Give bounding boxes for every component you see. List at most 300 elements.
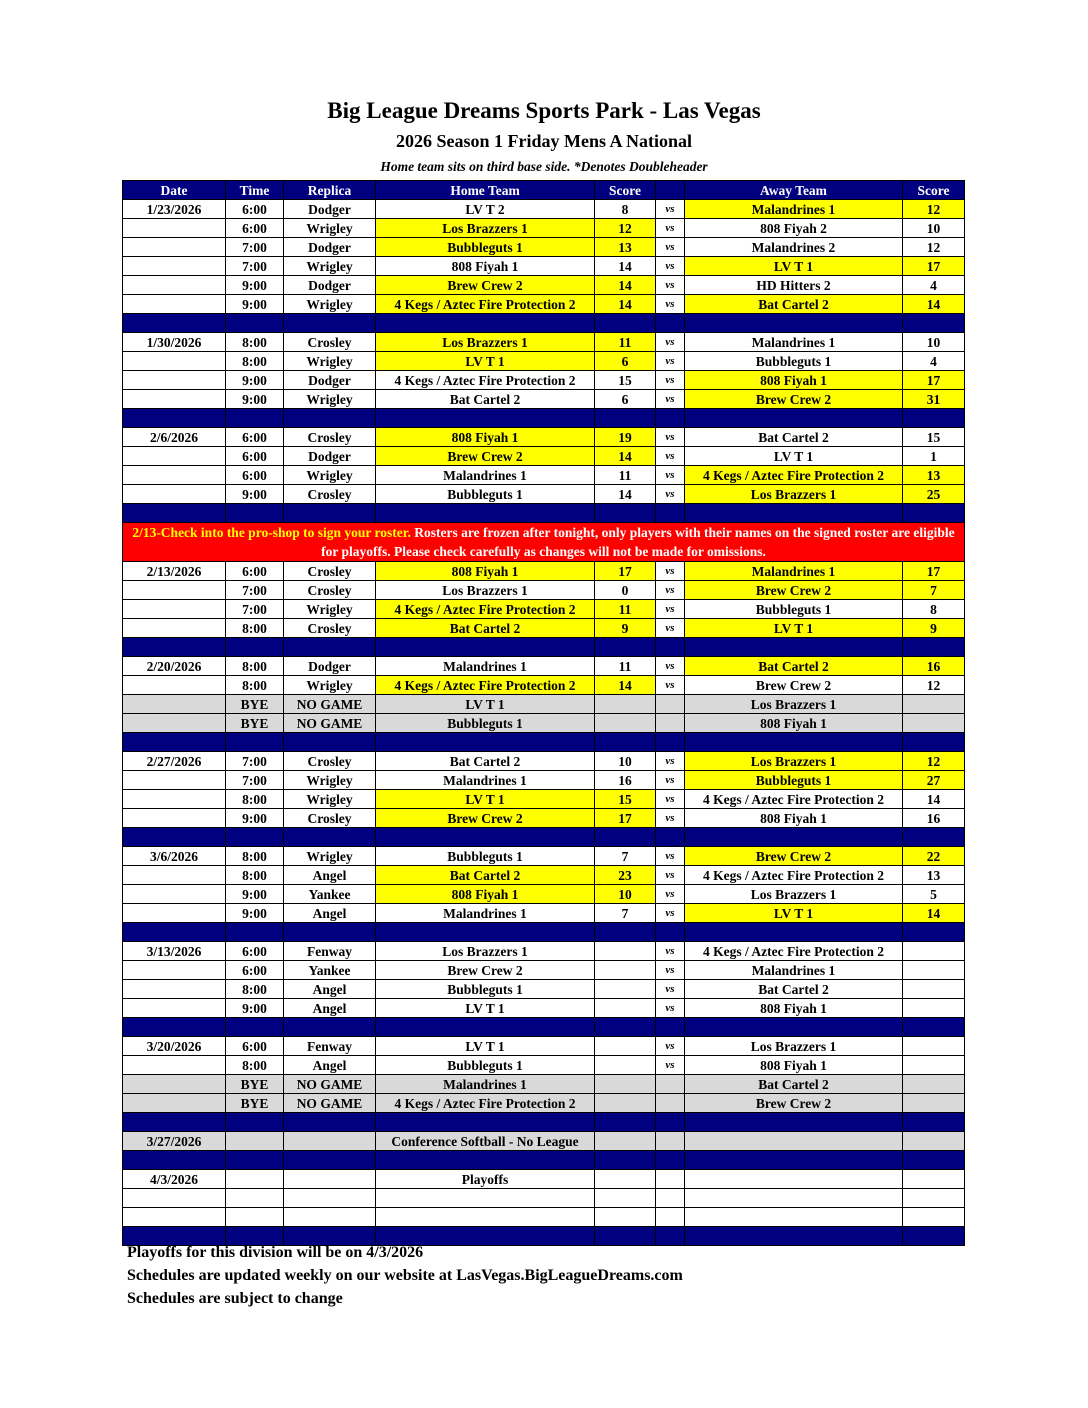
separator-cell	[656, 638, 685, 657]
date-cell	[123, 466, 226, 485]
vs-cell: vs	[656, 999, 685, 1018]
separator-cell	[903, 409, 965, 428]
schedule-note: Home team sits on third base side. *Denotes Doubleheader	[380, 159, 708, 174]
time-cell: 6:00	[226, 961, 284, 980]
separator-cell	[376, 1227, 595, 1246]
away-score-cell: 10	[903, 333, 965, 352]
home-team-cell: 4 Kegs / Aztec Fire Protection 2	[376, 295, 595, 314]
home-score-cell	[595, 980, 656, 999]
game-row	[123, 390, 965, 409]
home-team-cell: Brew Crew 2	[376, 809, 595, 828]
separator-cell	[656, 1151, 685, 1170]
separator-cell	[376, 923, 595, 942]
home-team-cell: Brew Crew 2	[376, 447, 595, 466]
replica-cell: Fenway	[284, 1037, 376, 1056]
date-cell	[123, 485, 226, 504]
date-cell: 1/23/2026	[123, 200, 226, 219]
home-team-cell: Malandrines 1	[376, 1075, 595, 1094]
home-team-cell: Bubbleguts 1	[376, 980, 595, 999]
bye-row	[123, 1075, 965, 1094]
replica-cell: NO GAME	[284, 695, 376, 714]
home-score-cell: 14	[595, 447, 656, 466]
home-score-cell	[595, 695, 656, 714]
away-score-cell: 9	[903, 619, 965, 638]
game-row	[123, 980, 965, 999]
separator-cell	[226, 923, 284, 942]
home-score-cell: 14	[595, 276, 656, 295]
separator-cell	[685, 504, 903, 523]
home-score-cell: 7	[595, 904, 656, 923]
home-score-cell	[595, 1208, 656, 1227]
away-team-cell: Malandrines 1	[685, 333, 903, 352]
away-score-cell: 17	[903, 562, 965, 581]
date-cell: 3/6/2026	[123, 847, 226, 866]
home-team-cell: 4 Kegs / Aztec Fire Protection 2	[376, 600, 595, 619]
game-row	[123, 1037, 965, 1056]
game-row	[123, 904, 965, 923]
date-cell	[123, 961, 226, 980]
home-team-cell: 808 Fiyah 1	[376, 885, 595, 904]
replica-cell: Crosley	[284, 752, 376, 771]
vs-cell: vs	[656, 371, 685, 390]
week-separator-row	[123, 409, 965, 428]
away-team-cell	[685, 1132, 903, 1151]
home-score-cell: 14	[595, 485, 656, 504]
date-cell	[123, 885, 226, 904]
home-score-cell: 11	[595, 333, 656, 352]
replica-cell: Crosley	[284, 485, 376, 504]
away-score-cell	[903, 1170, 965, 1189]
date-cell	[123, 714, 226, 733]
home-score-cell: 17	[595, 809, 656, 828]
week-separator-row	[123, 638, 965, 657]
date-cell	[123, 809, 226, 828]
away-team-cell: Bat Cartel 2	[685, 428, 903, 447]
date-cell	[123, 866, 226, 885]
separator-cell	[595, 314, 656, 333]
away-team-cell: Los Brazzers 1	[685, 752, 903, 771]
separator-cell	[226, 314, 284, 333]
separator-cell	[656, 1227, 685, 1246]
game-row	[123, 447, 965, 466]
home-score-cell: 6	[595, 352, 656, 371]
vs-cell: vs	[656, 600, 685, 619]
replica-cell: Dodger	[284, 371, 376, 390]
home-score-cell: 16	[595, 771, 656, 790]
time-cell: 9:00	[226, 485, 284, 504]
date-cell	[123, 676, 226, 695]
separator-cell	[376, 504, 595, 523]
date-cell	[123, 352, 226, 371]
time-cell: 6:00	[226, 200, 284, 219]
home-score-cell: 7	[595, 847, 656, 866]
replica-cell: Wrigley	[284, 390, 376, 409]
time-cell: 8:00	[226, 333, 284, 352]
game-row	[123, 428, 965, 447]
date-cell	[123, 219, 226, 238]
home-score-cell: 10	[595, 752, 656, 771]
away-team-cell: Los Brazzers 1	[685, 485, 903, 504]
game-row	[123, 790, 965, 809]
away-score-cell	[903, 695, 965, 714]
replica-cell: Wrigley	[284, 219, 376, 238]
away-team-cell: Bat Cartel 2	[685, 980, 903, 999]
date-cell	[123, 295, 226, 314]
time-cell: 9:00	[226, 904, 284, 923]
date-cell	[123, 390, 226, 409]
game-row	[123, 466, 965, 485]
vs-cell: vs	[656, 333, 685, 352]
replica-cell: Wrigley	[284, 676, 376, 695]
away-team-cell: Bat Cartel 2	[685, 657, 903, 676]
time-cell: 8:00	[226, 1056, 284, 1075]
footer-playoffs-note: Playoffs for this division will be on 4/3/2026	[127, 1244, 424, 1261]
separator-cell	[376, 1113, 595, 1132]
date-cell	[123, 790, 226, 809]
separator-cell	[284, 828, 376, 847]
date-cell	[123, 771, 226, 790]
away-team-cell: 4 Kegs / Aztec Fire Protection 2	[685, 866, 903, 885]
date-cell	[123, 581, 226, 600]
vs-cell: vs	[656, 961, 685, 980]
date-cell: 3/13/2026	[123, 942, 226, 961]
separator-cell	[595, 638, 656, 657]
replica-cell: NO GAME	[284, 1094, 376, 1113]
away-team-cell: 4 Kegs / Aztec Fire Protection 2	[685, 942, 903, 961]
roster-notice	[123, 523, 965, 562]
page-subtitle: 2026 Season 1 Friday Mens A National	[395, 131, 693, 151]
replica-cell: Angel	[284, 980, 376, 999]
separator-cell	[226, 504, 284, 523]
separator-cell	[284, 923, 376, 942]
separator-cell	[903, 1151, 965, 1170]
time-cell: 8:00	[226, 352, 284, 371]
time-cell	[226, 1189, 284, 1208]
home-score-cell: 11	[595, 466, 656, 485]
home-score-cell: 14	[595, 295, 656, 314]
time-cell	[226, 1132, 284, 1151]
away-team-cell: 808 Fiyah 1	[685, 371, 903, 390]
separator-cell	[123, 1151, 226, 1170]
home-score-cell	[595, 1094, 656, 1113]
schedule-table	[122, 180, 965, 1246]
separator-cell	[595, 409, 656, 428]
vs-cell: vs	[656, 581, 685, 600]
vs-cell: vs	[656, 352, 685, 371]
replica-cell: Wrigley	[284, 847, 376, 866]
away-team-cell: Brew Crew 2	[685, 676, 903, 695]
replica-cell: Yankee	[284, 885, 376, 904]
home-score-cell: 15	[595, 790, 656, 809]
time-cell: 9:00	[226, 276, 284, 295]
separator-cell	[376, 409, 595, 428]
home-team-cell: Bat Cartel 2	[376, 752, 595, 771]
separator-cell	[595, 733, 656, 752]
vs-cell: vs	[656, 219, 685, 238]
separator-cell	[284, 1113, 376, 1132]
home-team-cell: Brew Crew 2	[376, 276, 595, 295]
col-away-team-header: Away Team	[685, 181, 903, 200]
separator-cell	[284, 1227, 376, 1246]
home-score-cell	[595, 942, 656, 961]
home-team-cell	[376, 1189, 595, 1208]
home-team-cell: 4 Kegs / Aztec Fire Protection 2	[376, 1094, 595, 1113]
date-cell	[123, 257, 226, 276]
separator-cell	[226, 1018, 284, 1037]
home-team-cell: Bubbleguts 1	[376, 238, 595, 257]
home-score-cell	[595, 1075, 656, 1094]
separator-cell	[123, 1018, 226, 1037]
date-cell	[123, 276, 226, 295]
bye-row	[123, 695, 965, 714]
replica-cell: Crosley	[284, 428, 376, 447]
page-title: Big League Dreams Sports Park - Las Vegas	[327, 98, 761, 123]
time-cell: 8:00	[226, 657, 284, 676]
separator-cell	[226, 828, 284, 847]
separator-cell	[284, 314, 376, 333]
col-date-header: Date	[123, 181, 226, 200]
home-team-cell: Malandrines 1	[376, 657, 595, 676]
away-score-cell	[903, 1056, 965, 1075]
away-team-cell: LV T 1	[685, 447, 903, 466]
replica-cell: Crosley	[284, 619, 376, 638]
bye-row	[123, 1094, 965, 1113]
vs-cell: vs	[656, 885, 685, 904]
separator-cell	[376, 828, 595, 847]
home-team-cell: 808 Fiyah 1	[376, 428, 595, 447]
home-team-cell: LV T 1	[376, 695, 595, 714]
home-team-cell: Bubbleguts 1	[376, 485, 595, 504]
separator-cell	[685, 1151, 903, 1170]
col-home-team-header: Home Team	[376, 181, 595, 200]
away-score-cell: 12	[903, 238, 965, 257]
replica-cell: Angel	[284, 866, 376, 885]
separator-cell	[123, 504, 226, 523]
home-score-cell: 11	[595, 657, 656, 676]
separator-cell	[595, 1227, 656, 1246]
home-team-cell: Bat Cartel 2	[376, 619, 595, 638]
separator-cell	[903, 504, 965, 523]
week-separator-row	[123, 733, 965, 752]
home-score-cell	[595, 999, 656, 1018]
home-team-cell: Los Brazzers 1	[376, 942, 595, 961]
replica-cell: Wrigley	[284, 466, 376, 485]
away-score-cell: 13	[903, 866, 965, 885]
time-cell: 8:00	[226, 866, 284, 885]
separator-cell	[903, 1227, 965, 1246]
vs-cell: vs	[656, 1056, 685, 1075]
vs-cell	[656, 1208, 685, 1227]
separator-cell	[903, 314, 965, 333]
time-cell: 7:00	[226, 771, 284, 790]
separator-cell	[656, 1113, 685, 1132]
separator-cell	[903, 828, 965, 847]
game-row	[123, 276, 965, 295]
separator-cell	[656, 409, 685, 428]
week-separator-row	[123, 1151, 965, 1170]
away-score-cell: 12	[903, 676, 965, 695]
separator-cell	[685, 733, 903, 752]
schedule-body	[123, 200, 965, 1246]
separator-cell	[284, 504, 376, 523]
away-team-cell: Bubbleguts 1	[685, 352, 903, 371]
home-team-cell: LV T 2	[376, 200, 595, 219]
separator-cell	[123, 828, 226, 847]
away-team-cell: Bat Cartel 2	[685, 295, 903, 314]
vs-cell: vs	[656, 466, 685, 485]
time-cell: BYE	[226, 695, 284, 714]
game-row	[123, 485, 965, 504]
replica-cell: Wrigley	[284, 771, 376, 790]
away-team-cell: LV T 1	[685, 257, 903, 276]
home-score-cell	[595, 1132, 656, 1151]
home-score-cell	[595, 961, 656, 980]
away-team-cell	[685, 1189, 903, 1208]
home-score-cell: 0	[595, 581, 656, 600]
home-score-cell: 14	[595, 676, 656, 695]
vs-cell	[656, 1170, 685, 1189]
home-team-cell: LV T 1	[376, 999, 595, 1018]
game-row	[123, 600, 965, 619]
separator-cell	[656, 828, 685, 847]
time-cell: 7:00	[226, 257, 284, 276]
away-score-cell: 17	[903, 371, 965, 390]
home-team-cell: Brew Crew 2	[376, 961, 595, 980]
away-score-cell	[903, 1075, 965, 1094]
replica-cell: Wrigley	[284, 790, 376, 809]
time-cell: BYE	[226, 714, 284, 733]
separator-cell	[656, 314, 685, 333]
home-team-cell: Bubbleguts 1	[376, 1056, 595, 1075]
date-cell	[123, 1189, 226, 1208]
separator-cell	[376, 1151, 595, 1170]
week-separator-row	[123, 1227, 965, 1246]
game-row	[123, 752, 965, 771]
home-team-cell: Bubbleguts 1	[376, 847, 595, 866]
vs-cell: vs	[656, 866, 685, 885]
time-cell: 8:00	[226, 980, 284, 999]
week-separator-row	[123, 1018, 965, 1037]
away-team-cell: Brew Crew 2	[685, 390, 903, 409]
home-team-cell: Bat Cartel 2	[376, 390, 595, 409]
game-row	[123, 885, 965, 904]
home-score-cell: 9	[595, 619, 656, 638]
separator-cell	[376, 733, 595, 752]
vs-cell: vs	[656, 942, 685, 961]
separator-cell	[595, 504, 656, 523]
separator-cell	[284, 1018, 376, 1037]
vs-cell: vs	[656, 200, 685, 219]
replica-cell	[284, 1132, 376, 1151]
away-team-cell: Malandrines 1	[685, 961, 903, 980]
away-score-cell: 14	[903, 295, 965, 314]
time-cell: 9:00	[226, 371, 284, 390]
away-team-cell: Bubbleguts 1	[685, 771, 903, 790]
bye-row	[123, 1132, 965, 1151]
table-row	[123, 1189, 965, 1208]
replica-cell	[284, 1170, 376, 1189]
vs-cell: vs	[656, 238, 685, 257]
away-score-cell: 31	[903, 390, 965, 409]
date-cell: 2/13/2026	[123, 562, 226, 581]
vs-cell	[656, 714, 685, 733]
replica-cell: Dodger	[284, 276, 376, 295]
game-row	[123, 333, 965, 352]
away-score-cell: 4	[903, 352, 965, 371]
away-team-cell	[685, 1208, 903, 1227]
game-row	[123, 352, 965, 371]
roster-notice-row	[123, 523, 965, 562]
game-row	[123, 809, 965, 828]
home-score-cell: 10	[595, 885, 656, 904]
home-team-cell: Malandrines 1	[376, 904, 595, 923]
home-team-cell: Los Brazzers 1	[376, 219, 595, 238]
away-team-cell: 808 Fiyah 1	[685, 809, 903, 828]
game-row	[123, 961, 965, 980]
vs-cell	[656, 1075, 685, 1094]
vs-cell: vs	[656, 904, 685, 923]
replica-cell: Crosley	[284, 333, 376, 352]
footer-change-note: Schedules are subject to change	[127, 1290, 343, 1307]
game-row	[123, 999, 965, 1018]
date-cell	[123, 600, 226, 619]
date-cell	[123, 1208, 226, 1227]
away-score-cell	[903, 1037, 965, 1056]
separator-cell	[656, 1018, 685, 1037]
col-time-header: Time	[226, 181, 284, 200]
away-team-cell: Los Brazzers 1	[685, 885, 903, 904]
away-score-cell: 12	[903, 200, 965, 219]
separator-cell	[123, 1227, 226, 1246]
vs-cell: vs	[656, 257, 685, 276]
away-score-cell: 12	[903, 752, 965, 771]
date-cell	[123, 238, 226, 257]
home-team-cell: LV T 1	[376, 1037, 595, 1056]
away-score-cell: 4	[903, 276, 965, 295]
away-score-cell	[903, 1208, 965, 1227]
home-team-cell: Los Brazzers 1	[376, 333, 595, 352]
home-team-cell: 808 Fiyah 1	[376, 562, 595, 581]
separator-cell	[656, 923, 685, 942]
home-score-cell	[595, 1056, 656, 1075]
separator-cell	[123, 923, 226, 942]
vs-cell	[656, 1189, 685, 1208]
separator-cell	[284, 638, 376, 657]
time-cell: 8:00	[226, 619, 284, 638]
vs-cell	[656, 695, 685, 714]
time-cell: 6:00	[226, 1037, 284, 1056]
col-away-score-header: Score	[903, 181, 965, 200]
replica-cell: Fenway	[284, 942, 376, 961]
vs-cell: vs	[656, 809, 685, 828]
separator-cell	[903, 1113, 965, 1132]
home-team-cell: Conference Softball - No League	[376, 1132, 595, 1151]
away-team-cell: 4 Kegs / Aztec Fire Protection 2	[685, 790, 903, 809]
date-cell	[123, 904, 226, 923]
date-cell	[123, 1056, 226, 1075]
time-cell: 7:00	[226, 600, 284, 619]
col-vs-header	[656, 181, 685, 200]
home-score-cell: 15	[595, 371, 656, 390]
home-score-cell: 8	[595, 200, 656, 219]
date-cell	[123, 980, 226, 999]
away-score-cell: 17	[903, 257, 965, 276]
time-cell	[226, 1170, 284, 1189]
away-score-cell: 27	[903, 771, 965, 790]
home-team-cell: LV T 1	[376, 790, 595, 809]
separator-cell	[903, 733, 965, 752]
away-score-cell	[903, 999, 965, 1018]
